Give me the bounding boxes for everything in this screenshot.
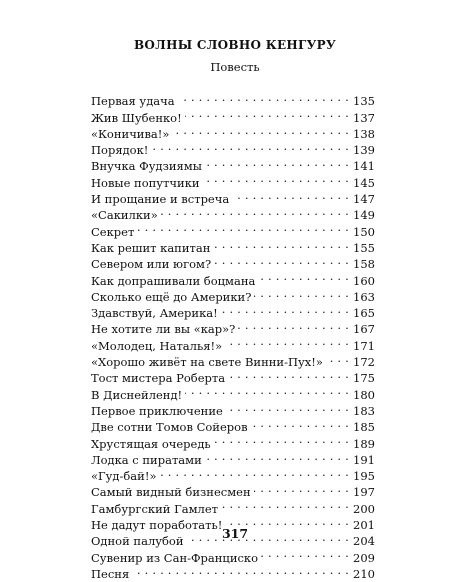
toc-entry-page: 163 bbox=[353, 289, 375, 304]
toc-entry-page: 195 bbox=[353, 469, 375, 484]
page-title: ВОЛНЫ СЛОВНО КЕНГУРУ bbox=[133, 38, 337, 52]
toc-entry-title: Гамбургский Гамлет bbox=[91, 501, 218, 516]
toc-dot-leader bbox=[214, 252, 349, 268]
toc-entry-page: 160 bbox=[353, 273, 375, 288]
toc-entry-page: 200 bbox=[353, 501, 375, 516]
toc-dot-leader bbox=[151, 138, 349, 154]
toc-entry-page: 155 bbox=[353, 240, 375, 255]
toc-entry-page: 138 bbox=[353, 126, 375, 141]
toc-dot-leader bbox=[326, 350, 349, 366]
toc-dot-leader bbox=[225, 333, 349, 349]
toc-entry-title: В Диснейленд! bbox=[91, 387, 183, 402]
toc-entry-title: Самый видный бизнесмен bbox=[91, 485, 251, 500]
toc-entry-title: Сколько ещё до Америки? bbox=[91, 289, 252, 304]
toc-entry-title: Сувенир из Сан-Франциско bbox=[91, 550, 259, 565]
toc-dot-leader bbox=[228, 366, 349, 382]
toc-entry-title: Лодка с пиратами bbox=[91, 452, 202, 467]
page-number: 317 bbox=[221, 526, 249, 541]
toc-entry-title: Одной палубой bbox=[91, 534, 184, 549]
toc-entry-page: 210 bbox=[353, 566, 375, 581]
toc-entry-title: Севером или югом? bbox=[91, 257, 212, 272]
toc-entry-title: «Сакилки» bbox=[91, 208, 158, 223]
toc-entry-page: 172 bbox=[353, 355, 375, 370]
toc-dot-leader bbox=[161, 203, 349, 219]
toc-entry-page: 201 bbox=[353, 518, 375, 533]
toc-dot-leader bbox=[226, 399, 349, 415]
toc-entry-page: 150 bbox=[353, 224, 375, 239]
toc-dot-leader bbox=[203, 170, 349, 186]
toc-entry bbox=[91, 89, 375, 109]
toc-entry-title: «Гуд-бай!» bbox=[91, 469, 157, 484]
toc-entry-title: Хрустящая очередь bbox=[91, 436, 211, 451]
toc-entry-page: 209 bbox=[353, 550, 375, 565]
toc-entry-page: 137 bbox=[353, 110, 375, 125]
toc-entry-page: 197 bbox=[353, 485, 375, 500]
page-subtitle: Повесть bbox=[210, 60, 260, 74]
toc-dot-leader bbox=[178, 89, 349, 105]
toc-entry-title: «Молодец, Наталья!» bbox=[91, 338, 223, 353]
toc-dot-leader bbox=[238, 317, 349, 333]
toc-dot-leader bbox=[232, 187, 349, 203]
toc-entry-page: 183 bbox=[353, 403, 375, 418]
toc-entry-page: 135 bbox=[353, 94, 375, 109]
toc-entry-page: 139 bbox=[353, 143, 375, 158]
toc-entry-title: «Хорошо живёт на свете Винни-Пух!» bbox=[91, 355, 323, 370]
toc-dot-leader bbox=[137, 219, 349, 235]
toc-entry-title: Тост мистера Роберта bbox=[91, 371, 226, 386]
toc-dot-leader bbox=[213, 236, 349, 252]
toc-entry-page: 158 bbox=[353, 257, 375, 272]
toc-entry-page: 171 bbox=[353, 338, 375, 353]
toc-dot-leader bbox=[251, 415, 349, 431]
toc-entry-page: 189 bbox=[353, 436, 375, 451]
toc-entry-title: Как решит капитан bbox=[91, 240, 211, 255]
toc-entry-title: Внучка Фудзиямы bbox=[91, 159, 202, 174]
toc-dot-leader bbox=[214, 431, 349, 447]
toc-dot-leader bbox=[254, 285, 349, 301]
toc-dot-leader bbox=[172, 122, 349, 138]
toc-dot-leader bbox=[185, 382, 349, 398]
toc-dot-leader bbox=[261, 545, 349, 561]
toc-dot-leader bbox=[221, 301, 349, 317]
toc-entry-title: Первая удача bbox=[91, 94, 175, 109]
toc-entry-page: 147 bbox=[353, 192, 375, 207]
toc-entry-page: 141 bbox=[353, 159, 375, 174]
toc-entry-title: Не хотите ли вы «кар»? bbox=[91, 322, 236, 337]
toc-entry-title: Новые попутчики bbox=[91, 175, 200, 190]
toc-dot-leader bbox=[221, 496, 349, 512]
toc-dot-leader bbox=[205, 154, 349, 170]
toc-dot-leader bbox=[205, 448, 349, 464]
toc-entry-page: 180 bbox=[353, 387, 375, 402]
toc-entry-page: 145 bbox=[353, 175, 375, 190]
toc-entry-title: И прощание и встреча bbox=[91, 192, 230, 207]
toc-entry-title: Не дадут поработать! bbox=[91, 518, 223, 533]
toc-entry-page: 185 bbox=[353, 420, 375, 435]
toc-entry-page: 165 bbox=[353, 306, 375, 321]
toc-dot-leader bbox=[160, 464, 350, 480]
toc-entry-page: 167 bbox=[353, 322, 375, 337]
toc-entry-title: Две сотни Томов Сойеров bbox=[91, 420, 248, 435]
toc-entry-page: 191 bbox=[353, 452, 375, 467]
toc-entry-title: «Коничива!» bbox=[91, 126, 170, 141]
toc-entry-title: Здавствуй, Америка! bbox=[91, 306, 218, 321]
toc-dot-leader bbox=[185, 105, 349, 121]
toc-entry-title: Жив Шубенко! bbox=[91, 110, 182, 125]
toc-entry-page: 204 bbox=[353, 534, 375, 549]
toc-entry-title: Порядок! bbox=[91, 143, 149, 158]
toc-entry-title: Секрет bbox=[91, 224, 135, 239]
toc-entry-page: 175 bbox=[353, 371, 375, 386]
toc-dot-leader bbox=[254, 480, 349, 496]
toc-entry-title: Как допрашивали боцмана bbox=[91, 273, 256, 288]
toc-dot-leader bbox=[258, 268, 349, 284]
toc-entry-title: Песня bbox=[91, 566, 130, 581]
table-of-contents bbox=[91, 89, 375, 581]
toc-entry-page: 149 bbox=[353, 208, 375, 223]
toc-entry-title: Первое приключение bbox=[91, 403, 223, 418]
